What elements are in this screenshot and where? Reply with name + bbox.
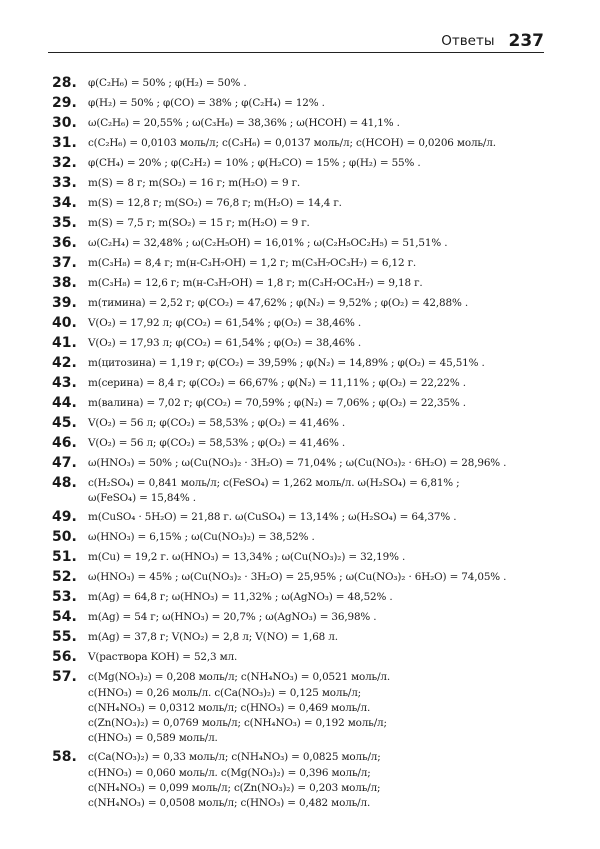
- page-number: 237: [508, 31, 544, 51]
- answer-item: [52, 396, 570, 411]
- answer-text: [88, 276, 570, 291]
- answer-text: [88, 236, 570, 251]
- answer-text: [88, 416, 570, 431]
- answer-number: 40.: [52, 315, 77, 331]
- answer-line: m(серина) = 8,4 г; φ(CO₂) = 66,67% ; φ(N₂) = 11,11% ; φ(O₂) = 22,22% .: [88, 377, 466, 389]
- answer-number: 52.: [52, 569, 77, 586]
- answer-number: 45.: [52, 415, 77, 431]
- answer-number: 57.: [52, 669, 77, 686]
- answer-item: [52, 116, 570, 131]
- answer-item: [52, 256, 570, 271]
- answer-item: [52, 356, 570, 371]
- answer-number: 47.: [52, 455, 77, 471]
- answer-line: ω(C₂H₆) = 20,55% ; ω(C₃H₆) = 38,36% ; ω(HCOH) = 41,1% .: [88, 117, 400, 129]
- answer-line: c(Mg(NO₃)₂) = 0,208 моль/л; c(NH₄NO₃) = 0,0521 моль/л.: [88, 671, 391, 684]
- answer-line: ω(FeSO₄) = 15,84% .: [88, 492, 196, 505]
- answer-text: [88, 196, 570, 211]
- answer-text: [88, 476, 570, 506]
- answer-number: 43.: [52, 375, 77, 391]
- answer-number: 32.: [52, 155, 77, 171]
- answer-line: m(S) = 12,8 г; m(SO₂) = 76,8 г; m(H₂O) = 14,4 г.: [88, 197, 342, 209]
- answer-item: [52, 530, 570, 545]
- answer-item: [52, 650, 570, 665]
- answer-text: [88, 456, 570, 471]
- answer-text: [88, 590, 570, 605]
- answer-item: [52, 336, 570, 351]
- answer-line: c(Ca(NO₃)₂) = 0,33 моль/л; c(NH₄NO₃) = 0,0825 моль/л;: [88, 751, 381, 764]
- answer-text: [88, 530, 570, 545]
- answer-number: 35.: [52, 215, 77, 231]
- answer-line: φ(H₂) = 50% ; φ(CO) = 38% ; φ(C₂H₄) = 12% .: [88, 97, 325, 109]
- answer-number: 42.: [52, 355, 77, 371]
- answer-line: m(C₃H₈) = 12,6 г; m(н-C₃H₇OH) = 1,8 г; m(C₃H₇OC₃H₇) = 9,18 г.: [88, 277, 423, 289]
- answer-text: [88, 116, 570, 131]
- answer-line: c(NH₄NO₃) = 0,099 моль/л; c(Zn(NO₃)₂) = 0,203 моль/л;: [88, 781, 381, 794]
- answer-item: [52, 316, 570, 331]
- answer-text: [88, 570, 570, 585]
- answer-item: [52, 216, 570, 231]
- answer-item: [52, 96, 570, 111]
- answer-number: 49.: [52, 509, 77, 526]
- answer-line: m(тимина) = 2,52 г; φ(CO₂) = 47,62% ; φ(N₂) = 9,52% ; φ(O₂) = 42,88% .: [88, 297, 468, 309]
- answer-line: m(Ag) = 64,8 г; ω(HNO₃) = 11,32% ; ω(AgNO₃) = 48,52% .: [88, 591, 393, 604]
- answer-line: ω(C₂H₄) = 32,48% ; ω(C₂H₅OH) = 16,01% ; ω(C₂H₅OC₂H₅) = 51,51% .: [88, 237, 448, 249]
- answer-item: [52, 570, 570, 585]
- answer-item: [52, 590, 570, 605]
- answer-line: c(C₂H₆) = 0,0103 моль/л; c(C₃H₆) = 0,0137 моль/л; c(HCOH) = 0,0206 моль/л.: [88, 137, 496, 149]
- answer-line: ω(HNO₃) = 45% ; ω(Cu(NO₃)₂ · 3H₂O) = 25,95% ; ω(Cu(NO₃)₂ · 6H₂O) = 74,05% .: [88, 571, 507, 584]
- answer-item: [52, 610, 570, 625]
- answer-item: [52, 476, 570, 506]
- answer-number: 34.: [52, 195, 77, 211]
- answer-line: V(O₂) = 17,93 л; φ(CO₂) = 61,54% ; φ(O₂) = 38,46% .: [88, 337, 362, 349]
- answer-text: [88, 630, 570, 645]
- answer-number: 55.: [52, 629, 77, 646]
- answer-line: V(O₂) = 56 л; φ(CO₂) = 58,53% ; φ(O₂) = 41,46% .: [88, 437, 345, 449]
- answer-line: V(раствора KOH) = 52,3 мл.: [88, 651, 238, 664]
- answer-number: 51.: [52, 549, 77, 566]
- answer-text: [88, 156, 570, 171]
- answer-line: c(HNO₃) = 0,060 моль/л. c(Mg(NO₃)₂) = 0,396 моль/л;: [88, 766, 371, 779]
- answer-text: [88, 396, 570, 411]
- answer-item: [52, 416, 570, 431]
- answer-item: [52, 750, 570, 811]
- answer-number: 37.: [52, 255, 77, 271]
- answer-item: [52, 176, 570, 191]
- answer-line: c(Zn(NO₃)₂) = 0,0769 моль/л; c(NH₄NO₃) = 0,192 моль/л;: [88, 717, 387, 730]
- answer-line: c(HNO₃) = 0,589 моль/л.: [88, 732, 218, 745]
- answer-number: 53.: [52, 589, 77, 606]
- answer-line: c(NH₄NO₃) = 0,0312 моль/л; c(HNO₃) = 0,469 моль/л.: [88, 701, 371, 714]
- answer-item: [52, 376, 570, 391]
- answer-line: φ(C₂H₆) = 50% ; φ(H₂) = 50% .: [88, 77, 247, 89]
- answer-item: [52, 196, 570, 211]
- answer-item: [52, 276, 570, 291]
- answer-line: φ(CH₄) = 20% ; φ(C₂H₂) = 10% ; φ(H₂CO) = 15% ; φ(H₂) = 55% .: [88, 157, 421, 169]
- answer-text: [88, 76, 570, 91]
- answers-list: [52, 76, 570, 815]
- header-title: Ответы: [441, 33, 495, 49]
- answer-number: 38.: [52, 275, 77, 291]
- answer-line: m(S) = 8 г; m(SO₂) = 16 г; m(H₂O) = 9 г.: [88, 177, 301, 189]
- answer-number: 48.: [52, 475, 77, 491]
- answer-line: V(O₂) = 17,92 л; φ(CO₂) = 61,54% ; φ(O₂) = 38,46% .: [88, 317, 362, 329]
- answer-number: 54.: [52, 609, 77, 626]
- answer-item: [52, 296, 570, 311]
- running-header: [48, 30, 544, 53]
- answer-number: 58.: [52, 749, 77, 766]
- answer-line: m(S) = 7,5 г; m(SO₂) = 15 г; m(H₂O) = 9 г.: [88, 217, 310, 229]
- answer-number: 28.: [52, 75, 77, 91]
- answer-item: [52, 630, 570, 645]
- answer-text: [88, 356, 570, 371]
- answer-item: [52, 436, 570, 451]
- answer-text: [88, 750, 570, 811]
- answer-line: c(H₂SO₄) = 0,841 моль/л; c(FeSO₄) = 1,262 моль/л. ω(H₂SO₄) = 6,81% ;: [88, 477, 460, 489]
- answer-number: 44.: [52, 395, 77, 411]
- answer-item: [52, 510, 570, 525]
- answer-line: m(Ag) = 37,8 г; V(NO₂) = 2,8 л; V(NO) = 1,68 л.: [88, 631, 338, 644]
- answer-number: 29.: [52, 95, 77, 111]
- answer-text: [88, 610, 570, 625]
- answer-number: 39.: [52, 295, 77, 311]
- answer-line: m(CuSO₄ · 5H₂O) = 21,88 г. ω(CuSO₄) = 13,14% ; ω(H₂SO₄) = 64,37% .: [88, 511, 457, 524]
- answer-number: 33.: [52, 175, 77, 191]
- answer-line: m(Cu) = 19,2 г. ω(HNO₃) = 13,34% ; ω(Cu(NO₃)₂) = 32,19% .: [88, 551, 406, 564]
- answer-line: m(C₃H₈) = 8,4 г; m(н-C₃H₇OH) = 1,2 г; m(C₃H₇OC₃H₇) = 6,12 г.: [88, 257, 417, 269]
- answer-text: [88, 256, 570, 271]
- answer-item: [52, 236, 570, 251]
- answer-number: 50.: [52, 529, 77, 546]
- answer-text: [88, 670, 570, 746]
- answer-text: [88, 510, 570, 525]
- answer-item: [52, 76, 570, 91]
- answer-line: m(Ag) = 54 г; ω(HNO₃) = 20,7% ; ω(AgNO₃) = 36,98% .: [88, 611, 377, 624]
- answer-line: m(цитозина) = 1,19 г; φ(CO₂) = 39,59% ; φ(N₂) = 14,89% ; φ(O₂) = 45,51% .: [88, 357, 485, 369]
- answer-number: 46.: [52, 435, 77, 451]
- answer-item: [52, 670, 570, 746]
- answer-number: 31.: [52, 135, 77, 151]
- answer-text: [88, 216, 570, 231]
- answer-text: [88, 336, 570, 351]
- answer-text: [88, 296, 570, 311]
- answer-text: [88, 316, 570, 331]
- answer-number: 56.: [52, 649, 77, 666]
- answer-line: V(O₂) = 56 л; φ(CO₂) = 58,53% ; φ(O₂) = 41,46% .: [88, 417, 345, 429]
- answer-line: ω(HNO₃) = 50% ; ω(Cu(NO₃)₂ · 3H₂O) = 71,04% ; ω(Cu(NO₃)₂ · 6H₂O) = 28,96% .: [88, 457, 507, 469]
- answer-line: m(валина) = 7,02 г; φ(CO₂) = 70,59% ; φ(N₂) = 7,06% ; φ(O₂) = 22,35% .: [88, 397, 466, 409]
- answer-text: [88, 550, 570, 565]
- answer-text: [88, 96, 570, 111]
- answer-item: [52, 456, 570, 471]
- answer-line: c(HNO₃) = 0,26 моль/л. c(Ca(NO₃)₂) = 0,125 моль/л;: [88, 686, 361, 699]
- answer-item: [52, 156, 570, 171]
- answer-number: 30.: [52, 115, 77, 131]
- answer-line: c(NH₄NO₃) = 0,0508 моль/л; c(HNO₃) = 0,482 моль/л.: [88, 797, 371, 810]
- answer-text: [88, 376, 570, 391]
- answer-text: [88, 650, 570, 665]
- answer-line: ω(HNO₃) = 6,15% ; ω(Cu(NO₃)₂) = 38,52% .: [88, 531, 315, 544]
- answer-number: 41.: [52, 335, 77, 351]
- answer-text: [88, 176, 570, 191]
- answer-text: [88, 436, 570, 451]
- answer-text: [88, 136, 570, 151]
- answer-item: [52, 550, 570, 565]
- answer-number: 36.: [52, 235, 77, 251]
- answer-item: [52, 136, 570, 151]
